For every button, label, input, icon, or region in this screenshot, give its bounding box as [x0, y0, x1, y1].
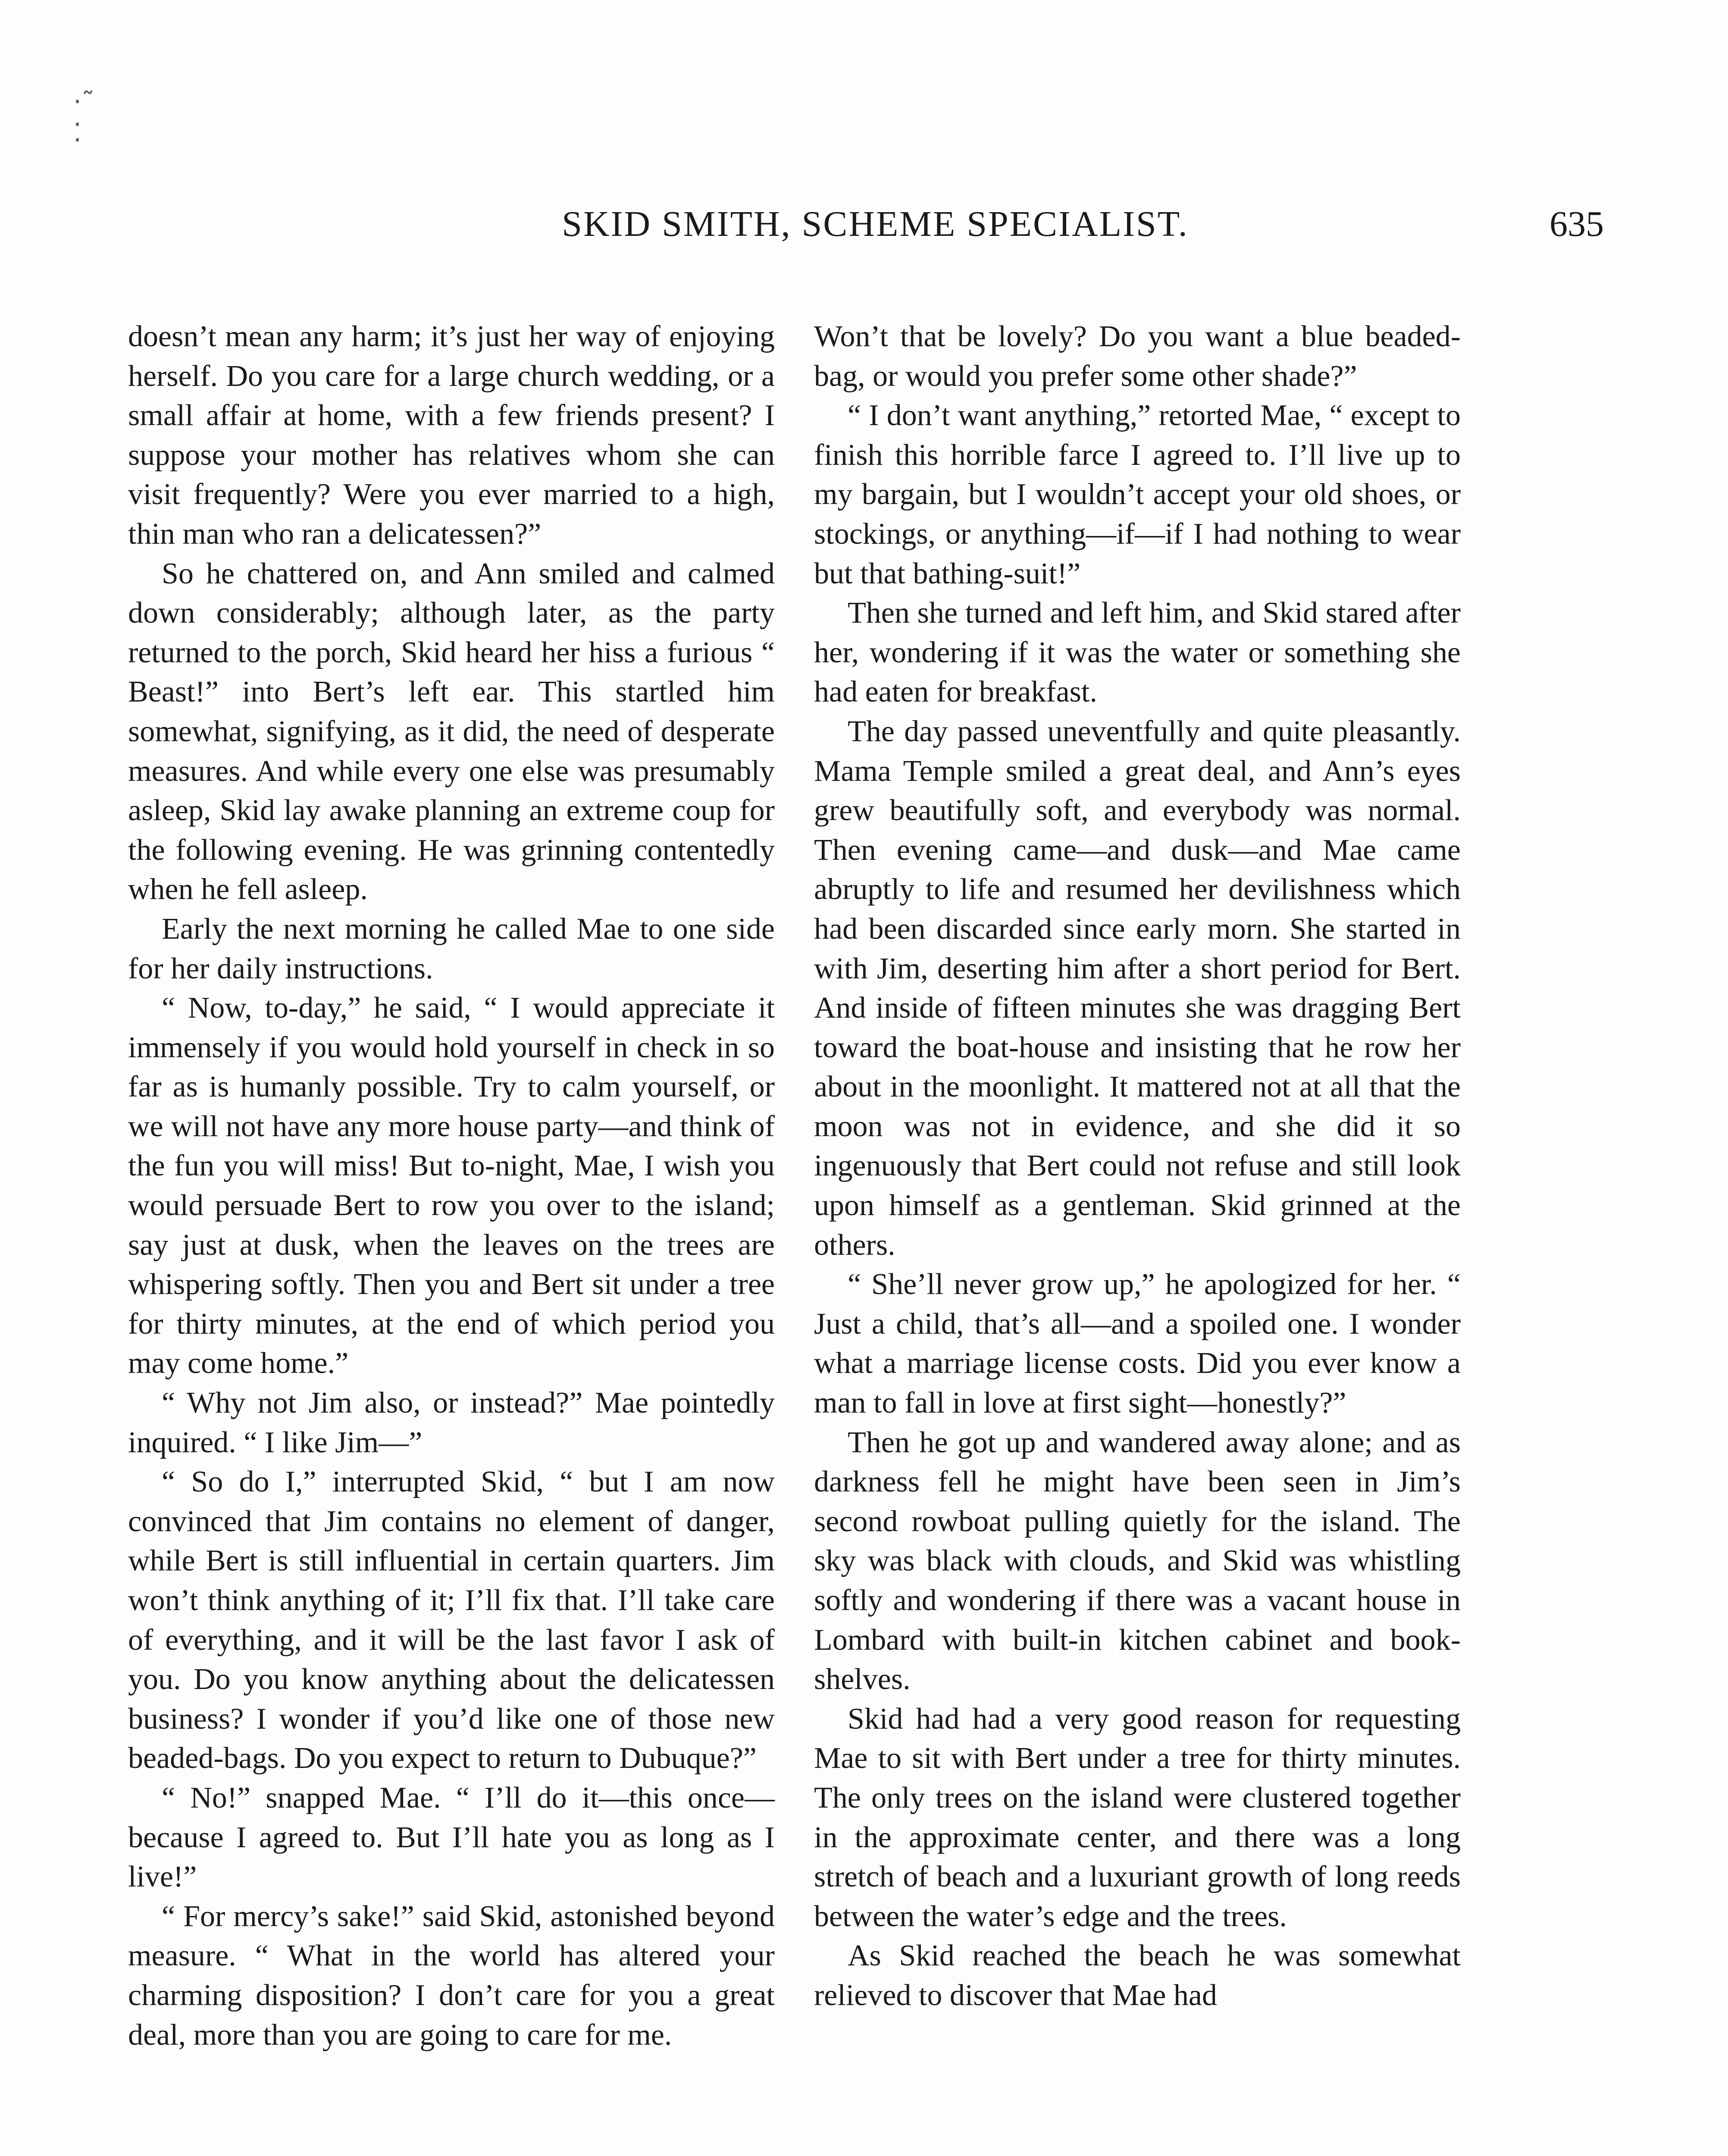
paragraph: “ So do I,” interrupted Skid, “ but I am now convinced that Jim contains no element of danger, while Bert is still influential in certain quarters. Jim won’t think anything of it; I’ll fix that. I’ll take care of everything, and it will be the last favor I ask of you. Do you know anything about the delicatessen business? I wonder if you’d like one of those new beaded-bags. Do you expect to return to Dubuque?” — [128, 1465, 775, 1775]
paragraph: The day passed uneventfully and quite pleasantly. Mama Temple smiled a great deal, and Ann’s eyes grew beautifully soft, and everybody was normal. Then evening came—and dusk—and Mae came abruptly to life and resumed her devilishness which had been discarded since early morn. She started in with Jim, deserting him after a short period for Bert. And inside of fifteen minutes she was dragging Bert toward the boat-house and insisting that he row her about in the moonlight. It mattered not at all that the moon was not in evidence, and she did it so ingenuously that Bert could not refuse and still look upon himself as a gentleman. Skid grinned at the others. — [814, 714, 1461, 1262]
stray-ink-marks: ·˜ ⁚ — [73, 87, 95, 148]
running-title: SKID SMITH, SCHEME SPECIALIST. — [562, 204, 1189, 244]
paragraph: “ Why not Jim also, or instead?” Mae pointedly inquired. “ I like Jim—” — [128, 1386, 775, 1459]
page-number: 635 — [1550, 204, 1604, 244]
paragraph: doesn’t mean any harm; it’s just her way of enjoying herself. Do you care for a large church wedding, or a small affair at home, with a few friends present? I suppose your mother has relatives whom she can visit frequently? Were you ever married to a high, thin man who ran a delicatessen?” — [128, 320, 775, 551]
paragraph: As Skid reached the beach he was somewhat relieved to discover that Mae had — [814, 1939, 1461, 2012]
paragraph: Skid had had a very good reason for requesting Mae to sit with Bert under a tree for thirty minutes. The only trees on the island were clustered together in the approximate center, and there was a long stretch of beach and a luxuriant growth of long reeds between the water’s edge and the trees. — [814, 1702, 1461, 1933]
paragraph: Then he got up and wandered away alone; and as darkness fell he might have been seen in Jim’s second rowboat pulling quietly for the island. The sky was black with clouds, and Skid was whistling softly and wondering if there was a vacant house in Lombard with built-in kitchen cabinet and book-shelves. — [814, 1426, 1461, 1696]
left-column — [128, 317, 775, 2055]
paragraph: “ For mercy’s sake!” said Skid, astonished beyond measure. “ What in the world has altered your charming disposition? I don’t care for you a great deal, more than you are going to care for me. — [128, 1899, 775, 2052]
paragraph: “ She’ll never grow up,” he apologized for her. “ Just a child, that’s all—and a spoiled one. I wonder what a marriage license costs. Did you ever know a man to fall in love at first sight—honestly?” — [814, 1268, 1461, 1420]
right-column — [814, 317, 1461, 2015]
paragraph: So he chattered on, and Ann smiled and calmed down considerably; although later, as the party returned to the porch, Skid heard her hiss a furious “ Beast!” into Bert’s left ear. This startled him somewhat, signifying, as it did, the need of desperate measures. And while every one else was presumably asleep, Skid lay awake planning an extreme coup for the following evening. He was grinning contentedly when he fell asleep. — [128, 557, 775, 906]
paragraph: “ Now, to-day,” he said, “ I would appreciate it immensely if you would hold yourself in check in so far as is humanly possible. Try to calm yourself, or we will not have any more house party—and think of the fun you will miss! But to-night, Mae, I wish you would persuade Bert to row you over to the island; say just at dusk, when the leaves on the trees are whispering softly. Then you and Bert sit under a tree for thirty minutes, at the end of which period you may come home.” — [128, 991, 775, 1380]
paragraph: “ I don’t want anything,” retorted Mae, “ except to finish this horrible farce I agreed to. I’ll live up to my bargain, but I wouldn’t accept your old shoes, or stockings, or anything—if—if I had nothing to wear but that bathing-suit!” — [814, 399, 1461, 590]
paragraph: Then she turned and left him, and Skid stared after her, wondering if it was the water or something she had eaten for breakfast. — [814, 596, 1461, 709]
running-head — [129, 198, 1621, 250]
paragraph: “ No!” snapped Mae. “ I’ll do it—this once—because I agreed to. But I’ll hate you as long as I live!” — [128, 1781, 775, 1894]
paragraph: Won’t that be lovely? Do you want a blue beaded-bag, or would you prefer some other shade?” — [814, 320, 1461, 393]
paragraph: Early the next morning he called Mae to one side for her daily instructions. — [128, 912, 775, 985]
